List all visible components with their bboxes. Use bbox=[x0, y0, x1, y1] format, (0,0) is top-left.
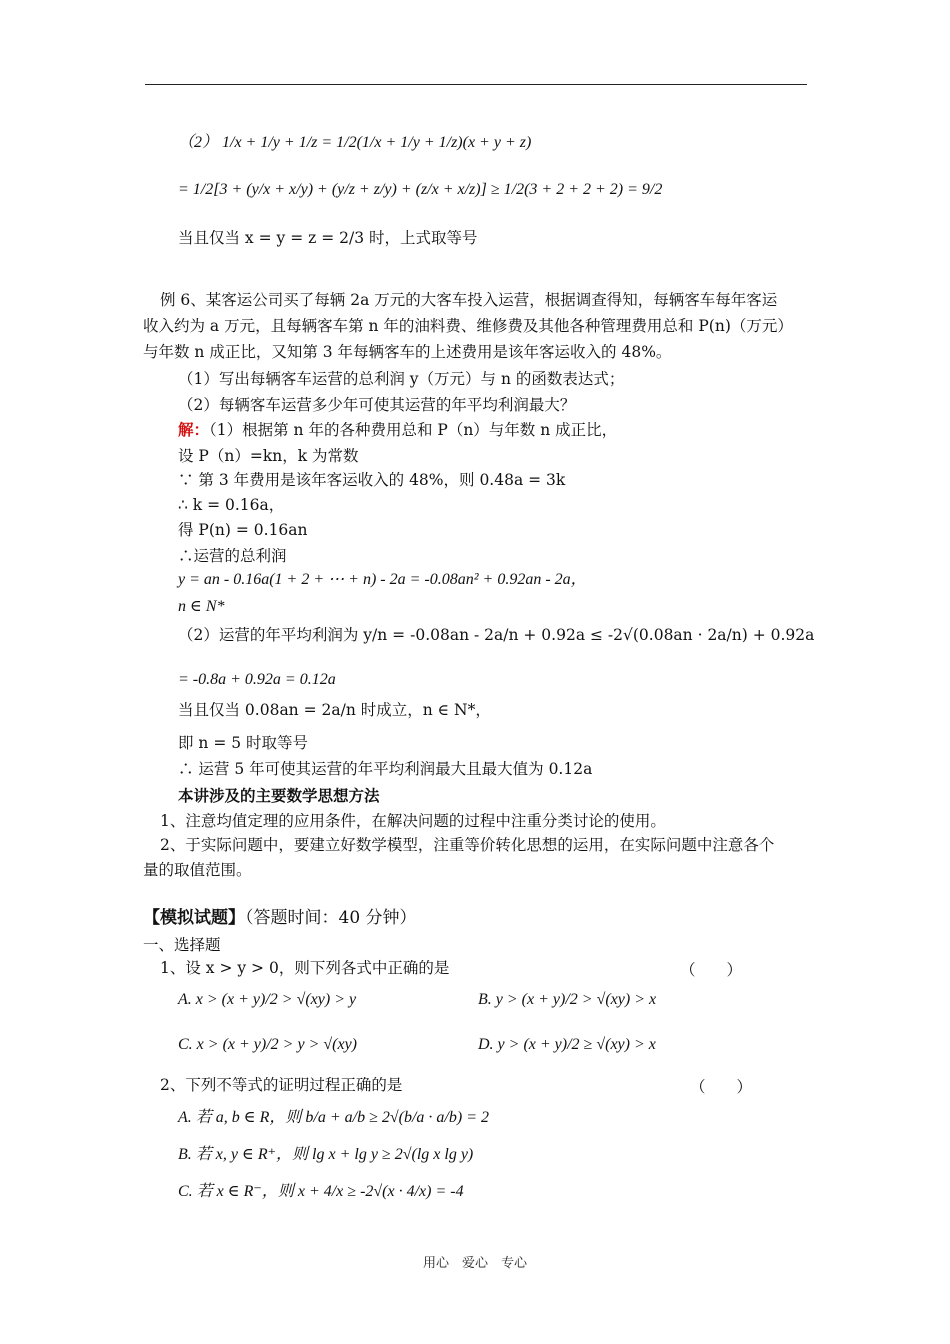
solution-s10: = -0.8a + 0.92a = 0.12a bbox=[178, 671, 336, 688]
summary-title: 本讲涉及的主要数学思想方法 bbox=[178, 786, 380, 805]
q1-stem: 1、设 x > y > 0，则下列各式中正确的是 bbox=[160, 959, 450, 977]
example6-p1: 例 6、某客运公司买了每辆 2a 万元的大客车投入运营，根据调查得知，每辆客车每年客运 bbox=[160, 291, 778, 309]
q1-option-d: D. y > (x + y)/2 ≥ √(xy) > x bbox=[478, 1036, 656, 1053]
header-rule bbox=[145, 84, 807, 85]
summary-item2a: 2、于实际问题中，要建立好数学模型，注重等价转化思想的运用，在实际问题中注意各个 bbox=[160, 836, 775, 854]
solution-s3: ∵ 第 3 年费用是该年客运收入的 48%，则 0.48a = 3k bbox=[178, 471, 566, 489]
solution-s4: ∴ k = 0.16a， bbox=[178, 496, 285, 514]
solution-s12: 即 n = 5 时取等号 bbox=[178, 734, 309, 752]
solution-s13: ∴ 运营 5 年可使其运营的年平均利润最大且最大值为 0.12a bbox=[178, 760, 593, 778]
solution-s6: ∴运营的总利润 bbox=[178, 547, 287, 565]
page-footer: 用心 爱心 专心 bbox=[422, 1256, 527, 1271]
summary-item2b: 量的取值范围。 bbox=[143, 861, 252, 879]
q2-option-b: B. 若 x, y ∈ R⁺，则 lg x + lg y ≥ 2√(lg x lg y) bbox=[178, 1146, 474, 1163]
solution-s7: y = an - 0.16a(1 + 2 + ⋯ + n) - 2a = -0.08an² + 0.92an - 2a， bbox=[178, 571, 587, 588]
solution-s9: （2）运营的年平均利润为 y/n = -0.08an - 2a/n + 0.92a ≤ -2√(0.08an · 2a/n) + 0.92a bbox=[178, 626, 815, 644]
example6-q1: （1）写出每辆客车运营的总利润 y（万元）与 n 的函数表达式； bbox=[178, 370, 625, 388]
part2-line3: 当且仅当 x = y = z = 2/3 时，上式取等号 bbox=[178, 229, 478, 247]
example6-p3: 与年数 n 成正比，又知第 3 年每辆客车的上述费用是该年客运收入的 48%。 bbox=[143, 343, 672, 361]
example6-q2: （2）每辆客车运营多少年可使其运营的年平均利润最大？ bbox=[178, 396, 576, 414]
q1-option-b: B. y > (x + y)/2 > √(xy) > x bbox=[478, 991, 657, 1008]
solution-s11: 当且仅当 0.08an = 2a/n 时成立，n ∈ N*， bbox=[178, 701, 491, 719]
solution-s5: 得 P(n) = 0.16an bbox=[178, 521, 308, 539]
test-time: （答题时间：40 分钟） bbox=[245, 908, 417, 928]
q1-option-a: A. x > (x + y)/2 > √(xy) > y bbox=[178, 991, 357, 1008]
q2-option-a: A. 若 a, b ∈ R，则 b/a + a/b ≥ 2√(b/a · a/b) = 2 bbox=[178, 1109, 489, 1126]
example6-p2: 收入约为 a 万元，且每辆客车第 n 年的油料费、维修费及其他各种管理费用总和 P(n)（万元） bbox=[143, 317, 793, 335]
solution-s8: n ∈ N* bbox=[178, 598, 225, 615]
q2-stem: 2、下列不等式的证明过程正确的是 bbox=[160, 1076, 403, 1094]
test-section: 一、选择题 bbox=[143, 936, 221, 954]
part2-line2: = 1/2[3 + (y/x + x/y) + (y/z + z/y) + (z/x + x/z)] ≥ 1/2(3 + 2 + 2 + 2) = 9/2 bbox=[178, 181, 663, 198]
part2-line1: （2） 1/x + 1/y + 1/z = 1/2(1/x + 1/y + 1/z)(x + y + z) bbox=[178, 134, 532, 151]
q2-answer-paren: （ ） bbox=[690, 1078, 753, 1096]
summary-item1: 1、注意均值定理的应用条件，在解决问题的过程中注重分类讨论的使用。 bbox=[160, 812, 666, 830]
solution-s1: （1）根据第 n 年的各种费用总和 P（n）与年数 n 成正比， bbox=[209, 421, 618, 439]
solution-label: 解： bbox=[178, 420, 210, 439]
q2-option-c: C. 若 x ∈ R⁻，则 x + 4/x ≥ -2√(x · 4/x) = -4 bbox=[178, 1183, 464, 1200]
test-header: 【模拟试题】 bbox=[143, 908, 245, 928]
solution-line1 bbox=[178, 420, 617, 440]
q1-option-c: C. x > (x + y)/2 > y > √(xy) bbox=[178, 1036, 358, 1053]
q1-answer-paren: （ ） bbox=[680, 961, 743, 979]
solution-s2: 设 P（n）=kn，k 为常数 bbox=[178, 447, 359, 465]
test-header-line bbox=[143, 908, 417, 928]
